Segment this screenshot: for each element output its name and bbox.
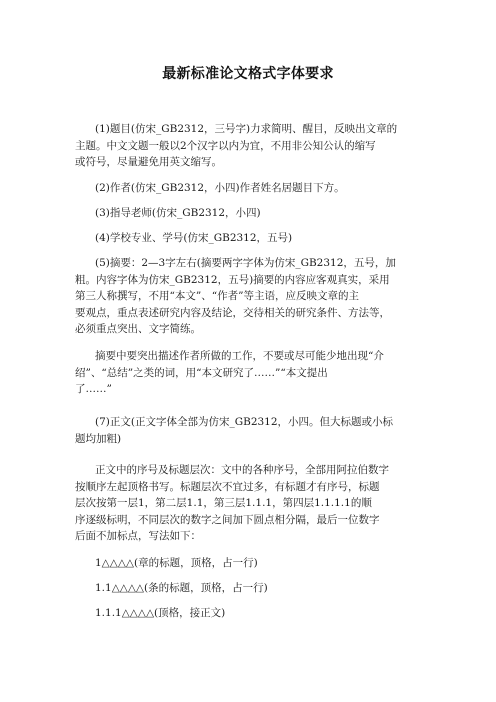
text-line: 绍”、“总结”之类的词，用“本文研究了……”“本文提出	[75, 366, 328, 379]
text-line: 题均加粗)	[75, 432, 122, 445]
text-line: 了……”	[75, 383, 112, 395]
paragraph-author-rule	[75, 180, 435, 197]
text-line: 1.1△△△△(条的标题，顶格，占一行)	[95, 582, 268, 594]
paragraph-abstract-note	[75, 348, 435, 398]
text-line: 1△△△△(章的标题，顶格，占一行)	[95, 557, 258, 569]
text-line: 序逐级标明，不同层次的数字之间加下圆点相分隔，最后一位数字	[75, 513, 380, 526]
paragraph-advisor-rule	[75, 205, 435, 222]
text-line: 主题。中文文题一般以2个汉字以内为宜，不用非公知公认的缩写	[75, 139, 376, 152]
text-line: 必须重点突出、文字简练。	[75, 323, 201, 335]
text-line: 粗。内容字体为仿宋_GB2312，五号)摘要的内容应客观真实，采用	[75, 273, 390, 286]
text-line: 层次按第一层1，第二层1.1，第三层1.1.1，第四层1.1.1.1的顺	[75, 497, 372, 509]
example-section-heading	[75, 580, 435, 597]
text-line: (2)作者(仿宋_GB2312，小四)作者姓名居题目下方。	[95, 182, 345, 194]
paragraph-abstract-rule	[75, 255, 435, 338]
text-line: 按顺序左起顶格书写。标题层次不宜过多，有标题才有序号，标题	[75, 480, 380, 493]
text-line: 后面不加标点，写法如下：	[75, 530, 201, 542]
text-line: (7)正文(正文字体全部为仿宋_GB2312，小四。但大标题或小标	[95, 416, 394, 428]
text-line: 或符号，尽量避免用英文缩写。	[75, 156, 222, 168]
document-title: 最新标准论文格式字体要求	[162, 66, 334, 82]
text-line: (3)指导老师(仿宋_GB2312，小四)	[95, 207, 261, 219]
example-subsection-heading	[75, 605, 435, 622]
text-line: 要观点，重点表述研究内容及结论，交待相关的研究条件、方法等，	[75, 306, 390, 319]
text-line: (1)题目(仿宋_GB2312，三号字)力求简明、醒目，反映出文章的	[95, 123, 398, 135]
paragraph-title-rule	[75, 121, 435, 171]
text-line: (4)学校专业、学号(仿宋_GB2312，五号)	[95, 232, 293, 244]
text-line: 第三人称撰写，不用“本文”、“作者”等主语，应反映文章的主	[75, 290, 359, 302]
text-line: (5)摘要：2—3字左右(摘要两字字体为仿宋_GB2312，五号，加	[95, 257, 396, 269]
text-line: 摘要中要突出描述作者所做的工作，不要或尽可能少地出现“介	[95, 350, 384, 362]
paragraph-school-rule	[75, 230, 435, 247]
paragraph-numbering-rule	[75, 462, 435, 545]
example-chapter-heading	[75, 555, 435, 572]
text-line: 正文中的序号及标题层次：文中的各种序号，全部用阿拉伯数字	[95, 464, 389, 476]
text-line: 1.1.1△△△△(顶格，接正文)	[95, 607, 226, 619]
paragraph-body-rule	[75, 414, 435, 447]
